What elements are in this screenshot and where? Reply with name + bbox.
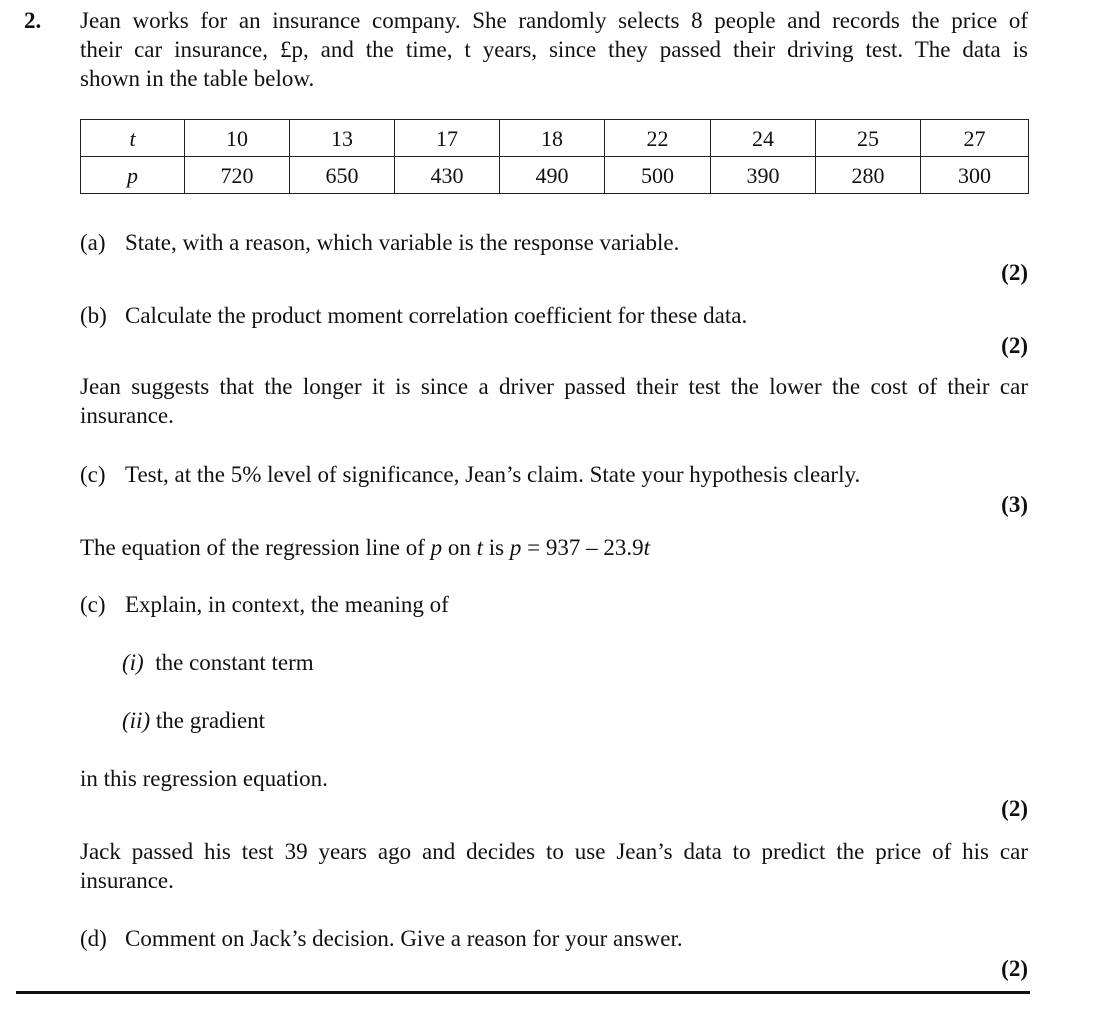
part-a-label: (a) [80,230,106,255]
part-c-test-marks: (3) [1001,492,1028,517]
var-p: p [430,535,443,560]
jack-line-2: insurance. [80,868,174,893]
table-row-p [81,157,1029,194]
t-value-cell: 18 [500,120,605,157]
intro-line-3: shown in the table below. [80,66,315,91]
table-row-t [81,120,1029,157]
var-t: t [476,535,484,560]
regression-prefix: The equation of the regression line of [80,535,431,560]
p-header-cell: p [81,157,185,194]
part-a-text: State, with a reason, which variable is the response variable. [125,230,680,255]
part-c-explain [80,590,449,619]
t-value-cell: 17 [395,120,500,157]
t-value-cell: 10 [185,120,290,157]
t-header-cell: t [81,120,185,157]
p-value-cell: 280 [816,157,921,194]
claim-line-2: insurance. [80,403,174,428]
part-a [80,228,679,257]
equation-rhs: = 937 – 23.9 [521,535,644,560]
sub-part-i [122,648,314,677]
part-c-explain-text: Explain, in context, the meaning of [125,592,449,617]
part-c-test-label: (c) [80,462,106,487]
t-value-cell: 24 [711,120,816,157]
part-d-label: (d) [80,926,107,951]
p-value-cell: 500 [605,157,711,194]
sub-part-ii-label: (ii) [122,708,151,733]
equation-lhs: p [509,535,522,560]
t-value-cell: 27 [921,120,1029,157]
p-value-cell: 720 [185,157,290,194]
part-a-marks: (2) [1001,260,1028,285]
part-d-marks: (2) [1001,956,1028,981]
intro-line-1: Jean works for an insurance company. She randomly selects 8 people and records the price of [80,8,1028,33]
data-table [80,119,1029,194]
part-c-test-text: Test, at the 5% level of significance, Jean’s claim. State your hypothesis clearly. [125,462,861,487]
sub-part-ii-text: the gradient [155,708,266,733]
question-intro [80,6,1028,93]
part-c-explain-label: (c) [80,592,106,617]
claim-paragraph [80,372,1028,430]
part-b-text: Calculate the product moment correlation coefficient for these data. [125,303,748,328]
regression-is: is [483,535,510,560]
sub-part-i-text: the constant term [155,650,314,675]
part-c-test [80,460,860,489]
jack-paragraph [80,837,1028,895]
part-b [80,301,747,330]
regression-statement [80,533,1028,562]
equation-t: t [643,535,650,560]
part-d [80,924,683,953]
p-value-cell: 390 [711,157,816,194]
part-b-label: (b) [80,303,107,328]
claim-line-1: Jean suggests that the longer it is since a driver passed their test the lower the cost of their car [80,374,1028,399]
sub-part-i-label: (i) [122,650,144,675]
part-d-text: Comment on Jack’s decision. Give a reason for your answer. [125,926,683,951]
t-value-cell: 13 [290,120,395,157]
sub-part-ii [122,706,265,735]
part-c-explain-marks: (2) [1001,796,1028,821]
p-value-cell: 650 [290,157,395,194]
p-value-cell: 300 [921,157,1029,194]
jack-line-1: Jack passed his test 39 years ago and decides to use Jean’s data to predict the price of his car [80,839,1028,864]
t-value-cell: 22 [605,120,711,157]
part-b-marks: (2) [1001,333,1028,358]
intro-line-2: their car insurance, £p, and the time, t years, since they passed their driving test. The data is [80,37,1028,62]
regression-on: on [442,535,477,560]
p-value-cell: 490 [500,157,605,194]
bottom-divider [16,991,1030,994]
part-c-explain-tail: in this regression equation. [80,766,328,791]
question-number: 2. [24,8,42,33]
t-value-cell: 25 [816,120,921,157]
p-value-cell: 430 [395,157,500,194]
